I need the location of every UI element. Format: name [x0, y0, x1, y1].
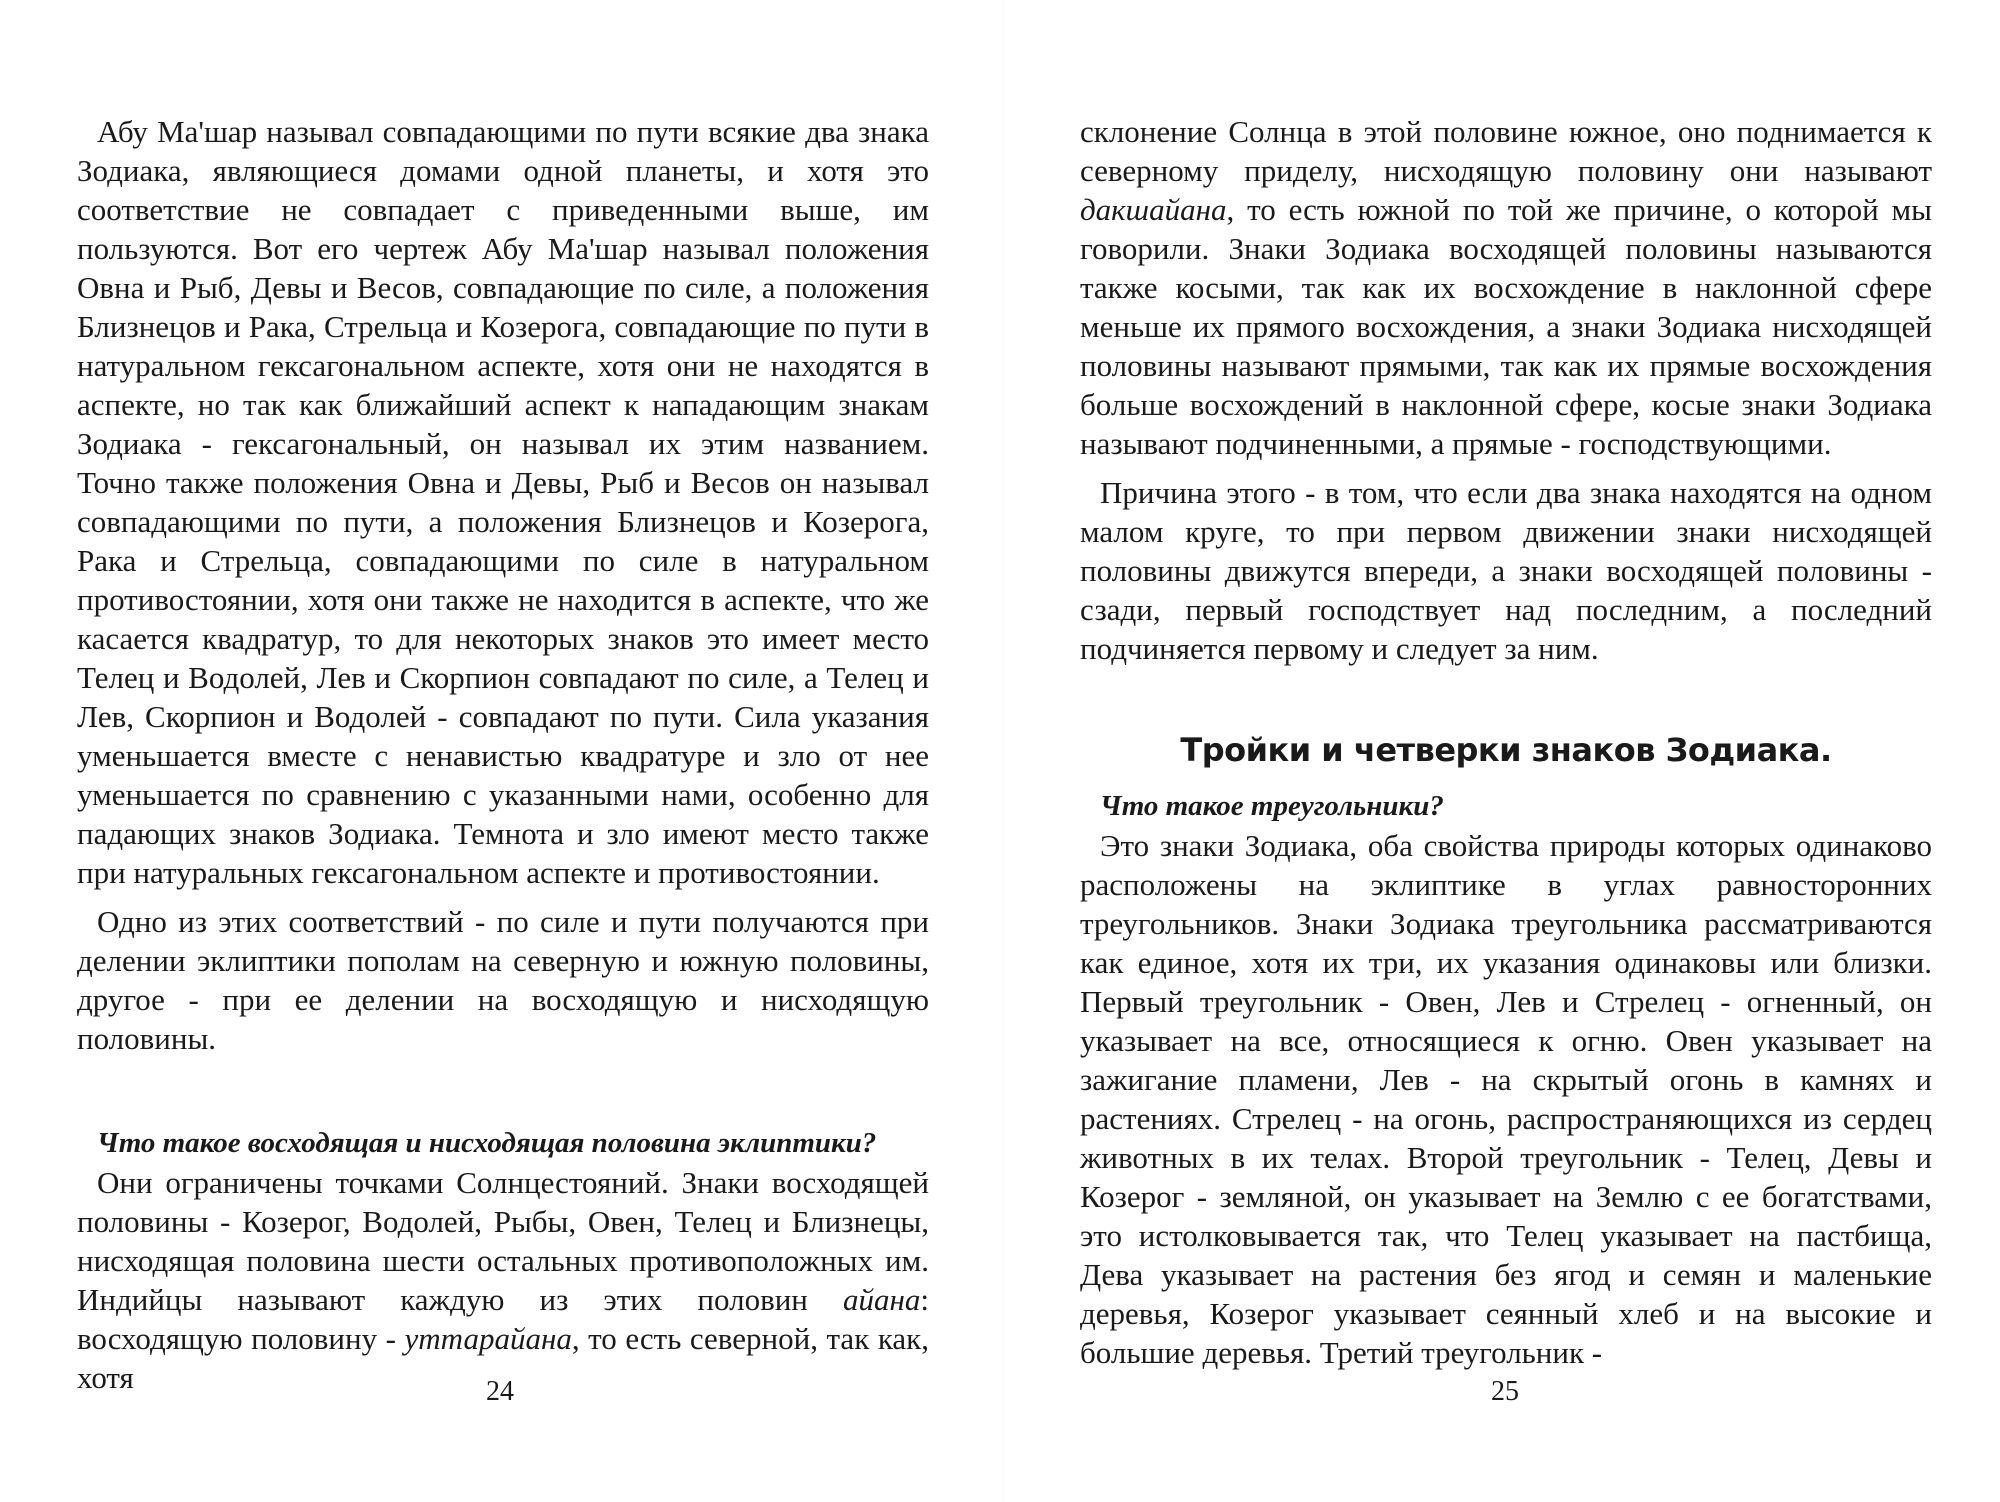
right-paragraph-2: Причина этого - в том, что если два знака находятся на одном малом круге, то при первом движении знаки нисходящей половины движутся впереди, а знаки восходящей половины - сзади, первый господствует над последним, а последний подчиняется первому и следует за ним. — [1080, 475, 1932, 666]
left-question-heading: Что такое восходящая и нисходящая половина эклиптики? — [97, 1127, 877, 1159]
left-page-number: 24 — [486, 1376, 514, 1407]
left-paragraph-2: Одно из этих соответствий - по силе и пути получаются при делении эклиптики пополам на северную и южную половины, другое - при ее делении на восходящую и нисходящую половины. — [77, 904, 929, 1056]
p1-text-start: склонение Солнца в этой половине южное, оно поднимается к северному приделу, нисходящую половину они называют — [1080, 114, 1932, 188]
left-page — [77, 112, 929, 1397]
section-heading: Тройки и четверки знаков Зодиака. — [1180, 731, 1832, 769]
left-answer-paragraph — [77, 1163, 929, 1397]
right-question-heading: Что такое треугольники? — [1100, 790, 1444, 822]
right-paragraph-1 — [1080, 112, 1932, 463]
left-paragraph-1: Абу Ма'шар называл совпадающими по пути всякие два знака Зодиака, являющиеся домами одной планеты, и хотя это соответствие не совпадает с приведенными выше, им пользуются. Вот его чертеж Абу Ма'шар называл положения Овна и Рыб, Девы и Весов, совпадающие по силе, а положения Близнецов и Рака, Стрельца и Козерога, совпадающие по пути в натуральном гексагональном аспекте, хотя они не находятся в аспекте, но так как ближайший аспект к нападающим знакам Зодиака - гексагональный, он называл их этим названием. Точно также положения Овна и Девы, Рыб и Весов он называл совпадающими по пути, а положения Близнецов и Козерога, Рака и Стрельца, совпадающими по силе в натуральном противостоянии, хотя они также не находится в аспекте, что же касается квадратур, то для некоторых знаков это имеет место Телец и Водолей, Лев и Скорпион совпадают по силе, а Телец и Лев, Скорпион и Водолей - совпадают по пути. Сила указания уменьшается вместе с ненавистью квадратуре и зло от нее уменьшается по сравнению с указанными нами, особенно для падающих знаков Зодиака. Темнота и зло имеют место также при натуральных гексагональном аспекте и противостоянии. — [77, 114, 929, 890]
gutter-shadow — [1002, 0, 1004, 1502]
p1-text-end: , то есть южной по той же причине, о которой мы говорили. Знаки Зодиака восходящей половины называются также косыми, так как их восхождение в наклонной сфере меньше их прямого восхождения, а знаки Зодиака нисходящей половины называют прямыми, так как их прямые восхождения больше восхождений в наклонной сфере, косые знаки Зодиака называют подчиненными, а прямые - господствующими. — [1080, 192, 1932, 461]
answer-text-start: Они ограничены точками Солнцестояний. Знаки восходящей половины - Козерог, Водолей, Рыбы, Овен, Телец и Близнецы, нисходящая половина шести остальных противоположных им. Индийцы называют каждую из этих половин — [77, 1165, 929, 1317]
term-ayana: айана — [842, 1282, 921, 1317]
term-uttarayana: уттарайана — [404, 1321, 572, 1356]
answer-text-mid: : восходящую половину - — [77, 1282, 929, 1356]
term-dakshayana: дакшайана — [1080, 192, 1227, 227]
right-paragraph-3: Это знаки Зодиака, оба свойства природы которых одинаково расположены на эклиптике в углах равносторонних треугольников. Знаки Зодиака треугольника рассматриваются как единое, хотя их три, их указания одинаковы или близки. Первый треугольник - Овен, Лев и Стрелец - огненный, он указывает на все, относящиеся к огню. Овен указывает на зажигание пламени, Лев - на скрытый огонь в камнях и растениях. Стрелец - на огонь, распространяющихся из сердец животных в их телах. Второй треугольник - Телец, Девы и Козерог - земляной, он указывает на Землю с ее богатствами, это истолковывается так, что Телец указывает на пастбища, Дева указывает на растения без ягод и семян и маленькие деревья, Козерог указывает сеянный хлеб и на высокие и большие деревья. Третий треугольник - — [1080, 828, 1932, 1370]
right-page — [1080, 112, 1932, 1372]
right-page-number: 25 — [1491, 1376, 1519, 1407]
answer-text-end: , то есть северной, так как, хотя — [77, 1321, 929, 1395]
